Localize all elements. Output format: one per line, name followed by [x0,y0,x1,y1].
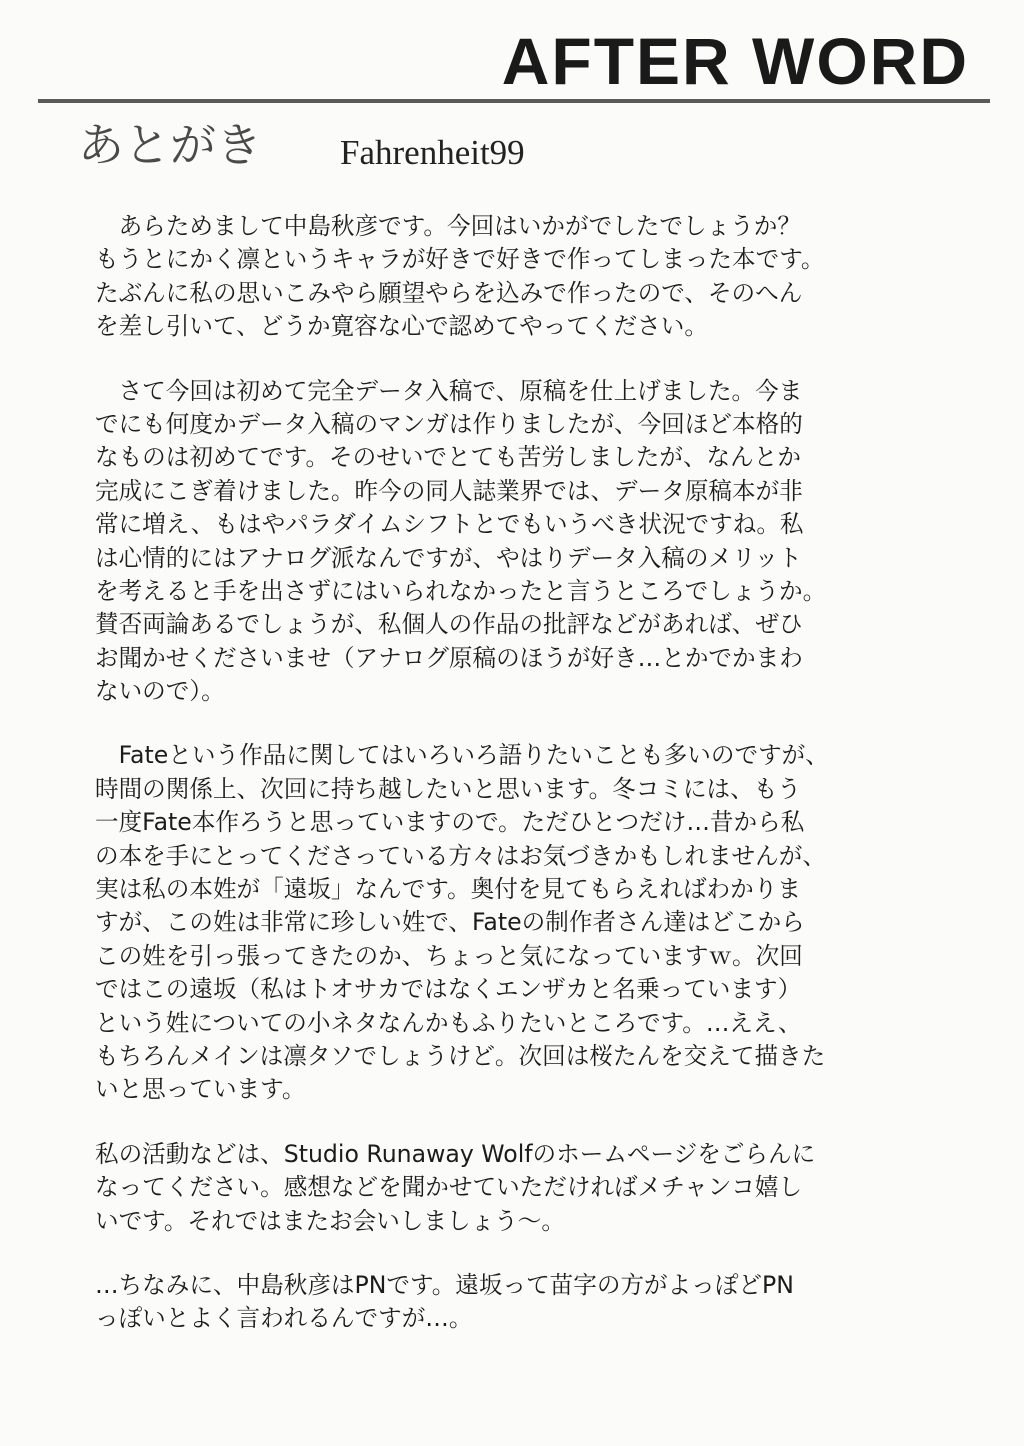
afterword-body [95,210,975,1367]
title-divider [38,99,990,103]
text-line: を差し引いて、どうか寛容な心で認めてやってください。 [95,312,708,341]
text-line: なってください。感想などを聞かせていただければメチャンコ嬉し [95,1173,803,1202]
text-line: Fateという作品に関してはいろいろ語りたいことも多いのですが、 [95,741,829,770]
text-line: なものは初めてです。そのせいでとても苦労しましたが、なんとか [95,443,801,472]
author-name: Fahrenheit99 [340,133,525,172]
text-line: …ちなみに、中島秋彦はPNです。遠坂って苗字の方がよっぽどPN [95,1270,794,1299]
text-line: あらためまして中島秋彦です。今回はいかがでしたでしょうか？ [95,212,801,240]
text-line: ないので）。 [95,677,225,706]
text-line: さて今回は初めて完全データ入稿で、原稿を仕上げました。今ま [95,376,803,405]
text-line: ではこの遠坂（私はトオサカではなくエンザカと名乗っています） [95,975,802,1004]
text-line: 常に増え、もはやパラダイムシフトとでもいうべき状況ですね。私 [95,510,804,539]
text-line: いです。それではまたお会いしましょう～。 [95,1206,565,1235]
text-line: もちろんメインは凛タソでしょうけど。次回は桜たんを交えて描きた [95,1041,826,1070]
text-line: の本を手にとってくださっている方々はお気づきかもしれませんが、 [95,841,826,870]
section-heading: あとがき [78,118,262,172]
text-line: 実は私の本姓が「遠坂」なんです。奥付を見てもらえればわかりま [95,875,801,904]
text-line: すが、この姓は非常に珍しい姓で、Fateの制作者さん達はどこから [95,908,805,937]
text-line: でにも何度かデータ入稿のマンガは作りましたが、今回ほど本格的 [95,409,803,438]
text-line: っぽいとよく言われるんですが…。 [95,1304,473,1333]
text-line: 一度Fate本作ろうと思っていますので。ただひとつだけ…昔から私 [95,808,805,837]
paragraph [95,210,975,344]
paragraph [95,1269,975,1336]
text-line: 私の活動などは、Studio Runaway Wolfのホームページをごらんに [95,1139,816,1168]
text-line: は心情的にはアナログ派なんですが、やはりデータ入稿のメリット [95,543,802,572]
paragraph [95,1138,975,1238]
text-line: 賛否両論あるでしょうが、私個人の作品の批評などがあれば、ぜひ [95,610,803,639]
text-line: 完成にこぎ着けました。昨今の同人誌業界では、データ原稿本が非 [95,476,803,505]
text-line: この姓を引っ張ってきたのか、ちょっと気になっていますｗ。次回 [95,941,803,970]
text-line: お聞かせくださいませ（アナログ原稿のほうが好き…とかでかまわ [95,643,803,672]
paragraph [95,739,975,1106]
paragraph [95,375,975,709]
text-line: もうとにかく凛というキャラが好きで好きで作ってしまった本です。 [95,245,825,274]
page-title: AFTER WORD [501,24,969,98]
text-line: という姓についての小ネタなんかもふりたいところです。…ええ、 [95,1008,802,1037]
text-line: 時間の関係上、次回に持ち越したいと思います。冬コミには、もう [95,774,801,803]
text-line: たぶんに私の思いこみやら願望やらを込みで作ったので、そのへん [95,278,803,307]
text-line: を考えると手を出さずにはいられなかったと言うところでしょうか。 [95,576,827,605]
text-line: いと思っています。 [95,1075,306,1104]
